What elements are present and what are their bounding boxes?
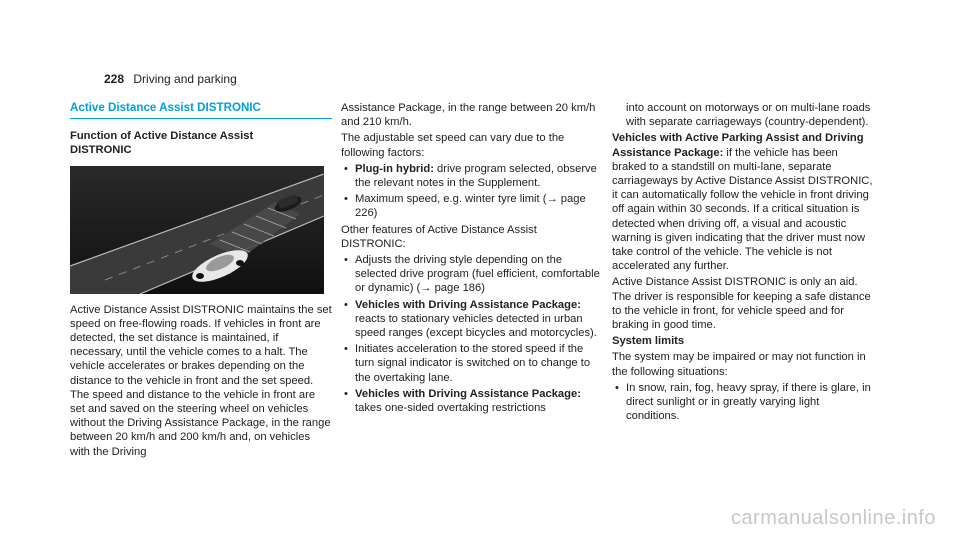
page-header	[104, 72, 237, 86]
list-item: • Initiates acceleration to the stored speed if the turn signal indicator is switched on to change to the overtaking lane.	[341, 342, 603, 385]
list-item: • Adjusts the driving style depending on the selected drive program (fuel efficient, comfortable or dynamic) (→ page 186)	[341, 253, 603, 296]
section-name: Driving and parking	[133, 72, 237, 86]
feature-list	[341, 253, 603, 415]
watermark: carmanualsonline.info	[730, 506, 936, 529]
column-1	[70, 101, 332, 461]
column-2	[341, 101, 603, 417]
continued-text: into account on motorways or on multi-lane roads with separate carriageways (country-dependent).	[626, 102, 871, 129]
distronic-illustration	[70, 166, 324, 294]
adjust-text: The adjustable set speed can vary due to the following factors:	[341, 132, 565, 159]
limits-list	[612, 381, 874, 424]
intro-paragraph: Active Distance Assist DISTRONIC maintains the set speed on free-flowing roads. If vehicles in front are detected, the set distance is maintained, if necessary, until the vehicle comes to a halt. The vehicle accelerates or brakes depending on the distance to the vehicle in front and the set speed. The speed and distance to the vehicle in front are set and saved on the steering wheel on vehicles without the Driving Assistance Package, in the range between 20 km/h and 200 km/h and, on vehicles with the Driving	[70, 303, 332, 458]
list-item: • Maximum speed, e.g. winter tyre limit (→ page 226)	[341, 192, 603, 220]
list-item: • Plug-in hybrid: drive program selected, observe the relevant notes in the Supplement.	[341, 162, 603, 190]
subsection-title: Function of Active Distance Assist DISTRONIC	[70, 130, 254, 157]
column-3	[612, 101, 874, 425]
page-number: 228	[104, 72, 125, 86]
list-item: • In snow, rain, fog, heavy spray, if there is glare, in direct sunlight or in greatly varying light conditions.	[612, 381, 874, 424]
limits-text: The system may be impaired or may not function in the following situations:	[612, 351, 866, 378]
section-title: Active Distance Assist DISTRONIC	[70, 101, 332, 119]
list-item: • Vehicles with Driving Assistance Package: reacts to stationary vehicles detected in urban speed ranges (except bicycles and motorcycles).	[341, 298, 603, 341]
road-car-illustration	[70, 166, 324, 294]
system-limits-title: System limits	[612, 335, 685, 348]
list-item: • Vehicles with Driving Assistance Package: takes one-sided overtaking restrictions	[341, 387, 603, 415]
continued-text: Assistance Package, in the range between 20 km/h and 210 km/h.	[341, 102, 596, 129]
factor-list	[341, 162, 603, 221]
aid-paragraph: Active Distance Assist DISTRONIC is only an aid. The driver is responsible for keeping a safe distance to the vehicle in front, for vehicle speed and for braking in good time.	[612, 276, 871, 332]
parking-assist-paragraph: Vehicles with Active Parking Assist and Driving Assistance Package: if the vehicle has been braked to a standstill on multi-lane, separate carriageways by Active Distance Assist DISTRONIC, it can automatically follow the vehicle in front driving off again within 30 seconds. If a critical situation is detected when driving off, a visual and acoustic warning is given indicating that the driver must now take control of the vehicle. The vehicle is not accelerated any further.	[612, 132, 873, 273]
other-features-text: Other features of Active Distance Assist DISTRONIC:	[341, 223, 537, 250]
